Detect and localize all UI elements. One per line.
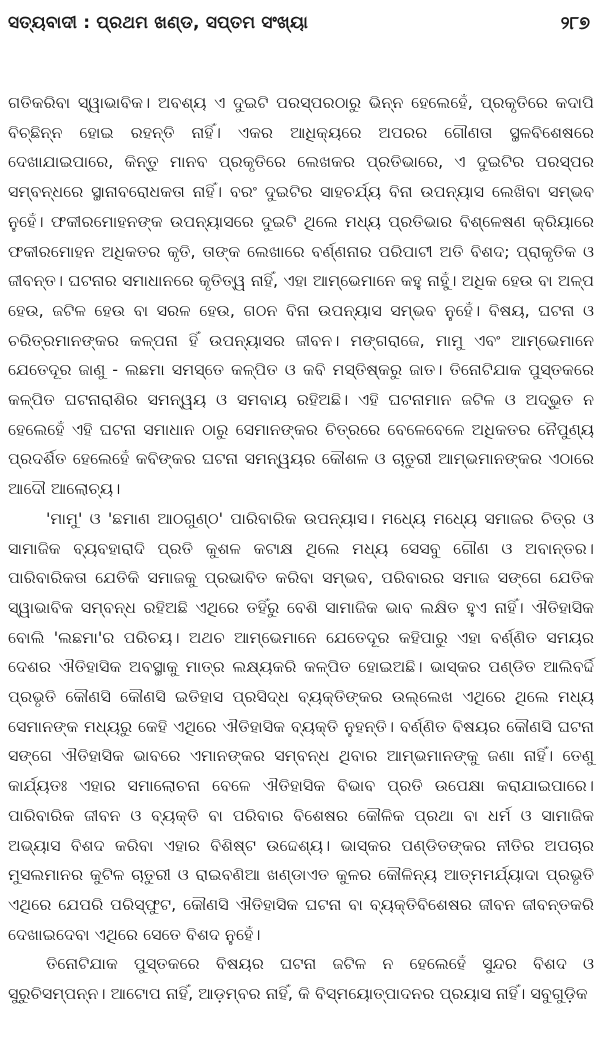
- page-number: ୨୮୭: [560, 12, 590, 34]
- paragraph: ଗତିକରିବା ସ୍ୱାଭାବିକ। ଅବଶ୍ୟ ଏ ଦୁଇଟି ପରସ୍ପରଠାରୁ ଭିନ୍ନ ହେଲେହେଁ, ପ୍ରକୃତିରେ କଦାପି ବିଚ୍ଛିନ୍ନ ହୋଇ ରହନ୍ତି ନାହିଁ। ଏକର ଆଧିକ୍ୟରେ ଅପରର ଗୌଣତା ସ୍ଥଳବିଶେଷରେ ଦେଖାଯାଇପାରେ, କିନ୍ତୁ ମାନବ ପ୍ରକୃତିରେ ଲେଖକର ପ୍ରତିଭାରେ, ଏ ଦୁଇଟିର ପରସ୍ପର ସମ୍ବନ୍ଧରେ ସ୍ଥାନାବରୋଧକତା ନାହିଁ। ବରଂ ଦୁଇଟିର ସାହଚର୍ଯ୍ୟ ବିନା ଉପନ୍ୟାସ ଲେଖିବା ସମ୍ଭବ ନୁହେଁ। ଫକୀରମୋହନଙ୍କ ଉପନ୍ୟାସରେ ଦୁଇଟି ଥିଲେ ମଧ୍ୟ ପ୍ରତିଭାର ବିଶ୍ଳେଷଣ କ୍ରିୟାରେ ଫକୀରମୋହନ ଅଧିକତର କୃତି, ତାଙ୍କ ଲେଖାରେ ବର୍ଣ୍ଣନାର ପରିପାଟୀ ଅତି ବିଶଦ; ପ୍ରାକୃତିକ ଓ ଜୀବନ୍ତ। ଘଟନାର ସମାଧାନରେ କୃତିତ୍ୱ ନାହିଁ, ଏହା ଆମ୍ଭେମାନେ କହୁ ନାହୁଁ। ଅଧିକ ହେଉ ବା ଅଳ୍ପ ହେଉ, ଜଟିଳ ହେଉ ବା ସରଳ ହେଉ, ଗଠନ ବିନା ଉପନ୍ୟାସ ସମ୍ଭବ ନୁହେଁ। ବିଷୟ, ଘଟନା ଓ ଚରିତ୍ରମାନଙ୍କର କଳ୍ପନା ହିଁ ଉପନ୍ୟାସର ଜୀବନ। ମଙ୍ଗରାଜେ, ମାମୁ ଏବଂ ଆମ୍ଭେମାନେ ଯେତେଦୂର ଜାଣୁ - ଲଛମା ସମସ୍ତେ କଳ୍ପିତ ଓ କବି ମସ୍ତିଷ୍କରୁ ଜାତ। ତିନୋଟିଯାକ ପୁସ୍ତକରେ କଳ୍ପିତ ଘଟନାରାଶିର ସମନ୍ୱୟ ଓ ସମବାୟ ରହିଅଛି। ଏହି ଘଟନାମାନ ଜଟିଳ ଓ ଅଦ୍ଭୁତ ନ ହେଲେହେଁ ଏହି ଘଟନା ସମାଧାନ ଠାରୁ ସେମାନଙ୍କର ଚିତ୍ରରେ ବେଳେବେଳେ ଅଧିକତର ନୈପୁଣ୍ୟ ପ୍ରଦର୍ଶିତ ହେଲେହେଁ କବିଙ୍କର ଘଟନା ସମନ୍ୱୟର କୌଶଳ ଓ ଚାତୁରୀ ଆମ୍ଭମାନଙ୍କର ଏଠାରେ ଆଦୌ ଆଲୋଚ୍ୟ।: [8, 93, 594, 499]
- paragraph: 'ମାମୁ' ଓ 'ଛମାଣ ଆଠଗୁଣ୍ଠ' ପାରିବାରିକ ଉପନ୍ୟାସ। ମଧ୍ୟେ ମଧ୍ୟେ ସମାଜର ଚିତ୍ର ଓ ସାମାଜିକ ବ୍ୟବହାରାଦି ପ୍ରତି କୁଶଳ କଟାକ୍ଷ ଥିଲେ ମଧ୍ୟ ସେସବୁ ଗୌଣ ଓ ଅବାନ୍ତର। ପାରିବାରିକତା ଯେତିକି ସମାଜକୁ ପ୍ରଭାବିତ କରିବା ସମ୍ଭବ, ପରିବାରର ସମାଜ ସଙ୍ଗେ ଯେତିକ ସ୍ୱାଭାବିକ ସମ୍ବନ୍ଧ ରହିଅଛି ଏଥିରେ ତହିଁରୁ ବେଶି ସାମାଜିକ ଭାବ ଲକ୍ଷିତ ହୁଏ ନାହିଁ। ଐତିହାସିକ ବୋଲି 'ଲଛମା'ର ପରିଚୟ। ଅଥଚ ଆମ୍ଭେମାନେ ଯେତେଦୂର କହିପାରୁ ଏହା ବର୍ଣ୍ଣିତ ସମୟର ଦେଶର ଐତିହାସିକ ଅବସ୍ଥାକୁ ମାତ୍ର ଲକ୍ଷ୍ୟକରି କଳ୍ପିତ ହୋଇଅଛି। ଭାସ୍କର ପଣ୍ଡିତ ଆଲିବର୍ଦ୍ଦି ପ୍ରଭୃତି କୌଣସି କୌଣସି ଇତିହାସ ପ୍ରସିଦ୍ଧ ବ୍ୟକ୍ତିଙ୍କର ଉଲ୍ଲେଖ ଏଥିରେ ଥିଲେ ମଧ୍ୟ ସେମାନଙ୍କ ମଧ୍ୟରୁ କେହି ଏଥିରେ ଐତିହାସିକ ବ୍ୟକ୍ତି ନୁହନ୍ତି। ବର୍ଣ୍ଣିତ ବିଷୟର କୌଣସି ଘଟନା ସଙ୍ଗେ ଐତିହାସିକ ଭାବରେ ଏମାନଙ୍କର ସମ୍ବନ୍ଧ ଥିବାର ଆମ୍ଭମାନଙ୍କୁ ଜଣା ନାହିଁ। ତେଣୁ କାର୍ଯ୍ୟତଃ ଏହାର ସମାଲୋଚନା ବେଳେ ଐତିହାସିକ ବିଭାବ ପ୍ରତି ଉପେକ୍ଷା କରାଯାଇପାରେ। ପାରିବାରିକ ଜୀବନ ଓ ବ୍ୟକ୍ତି ବା ପରିବାର ବିଶେଷର କୌଳିକ ପ୍ରଥା ବା ଧର୍ମ ଓ ସାମାଜିକ ଅଭ୍ୟାସ ବିଶଦ କରିବା ଏହାର ବିଶିଷ୍ଟ ଉଦ୍ଦେଶ୍ୟ। ଭାସ୍କର ପଣ୍ଡିତଙ୍କର ନୀତିର ଅପଚାର ମୁସଲମାନର କୁଟିଳ ଚାତୁରୀ ଓ ରାଇବଣିଆ ଖଣ୍ଡାଏତ କୁଳର କୌଳିନ୍ୟ ଆତ୍ମମର୍ଯ୍ୟାଦା ପ୍ରଭୃତି ଏଥିରେ ଯେପରି ପରିସ୍ଫୁଟ, କୌଣସି ଐତିହାସିକ ଘଟନା ବା ବ୍ୟକ୍ତିବିଶେଷର ଜୀବନ ଜୀବନ୍ତକରି ଦେଖାଇଦେବା ଏଥିରେ ସେତେ ବିଶଦ ନୁହେଁ।: [8, 508, 594, 944]
- paragraph: ତିନୋଟିଯାକ ପୁସ୍ତକରେ ବିଷୟର ଘଟନା ଜଟିଳ ନ ହେଲେହେଁ ସୁନ୍ଦର ବିଶଦ ଓ ସୁରୁଚିସମ୍ପନ୍ନ। ଆଟୋପ ନାହିଁ, ଆଡ଼ମ୍ବର ନାହିଁ, କି ବିସ୍ମୟୋତ୍ପାଦନର ପ୍ରୟାସ ନାହିଁ। ସବୁଗୁଡ଼ିକ: [8, 954, 594, 1004]
- article-body: [8, 88, 594, 1009]
- journal-title: ସତ୍ୟବାଦୀ : ପ୍ରଥମ ଖଣ୍ଡ, ସପ୍ତମ ସଂଖ୍ୟା: [8, 13, 309, 33]
- running-header: [8, 6, 592, 40]
